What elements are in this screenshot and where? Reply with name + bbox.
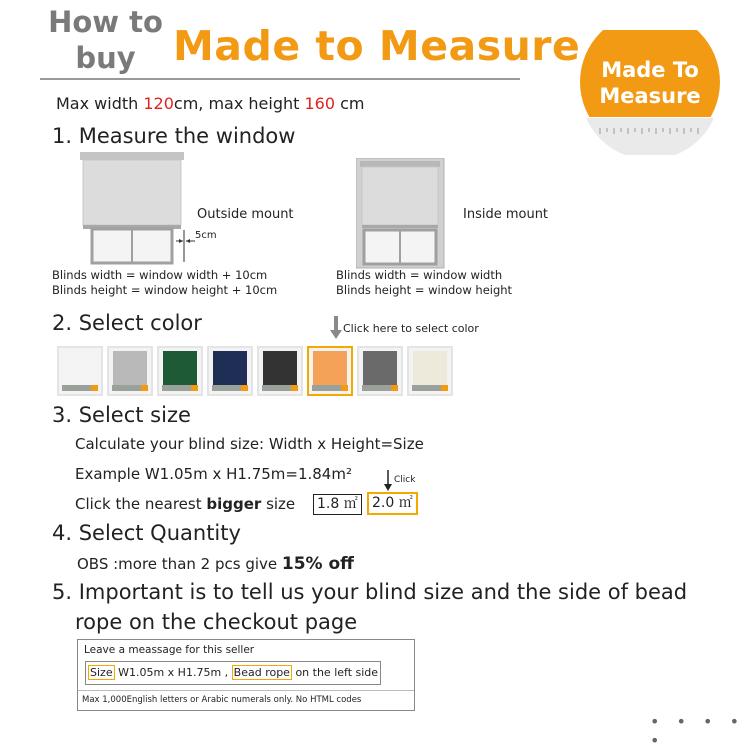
click-bold: bigger (206, 495, 262, 513)
quantity-discount (77, 554, 354, 574)
click-arrow-icon (383, 470, 393, 492)
inside-mount-formula (336, 268, 512, 298)
swatch-corner-tag (391, 385, 398, 391)
outside-mount-label: Outside mount (197, 207, 294, 222)
step-5-line-2: rope on the checkout page (75, 610, 358, 634)
size-calculation: Calculate your blind size: Width x Height=Size (75, 435, 424, 453)
limits-suffix: cm (335, 94, 365, 113)
more-dots: • • • • • (650, 712, 746, 750)
page-title: Made to Measure (173, 22, 581, 70)
badge-line-2: Measure (599, 84, 701, 108)
swatch-blind-preview (213, 351, 247, 385)
discount-value: 15% off (281, 554, 354, 574)
click-suffix: size (261, 495, 296, 513)
rope-value: on the left side (291, 666, 379, 679)
swatch-blind-preview (113, 351, 147, 385)
outside-height-formula: Blinds height = window height + 10cm (52, 283, 278, 297)
message-footer: Max 1,000English letters or Arabic numerals only. No HTML codes (82, 695, 362, 705)
swatch-corner-tag (141, 385, 148, 391)
outside-mount-illustration (80, 152, 200, 267)
select-color-hint: Click here to select color (343, 322, 479, 335)
inside-mount-label: Inside mount (463, 207, 549, 222)
size-option-2-0-label: 2.0 ㎡ (367, 492, 418, 515)
color-swatch-list (57, 346, 467, 402)
inside-width-formula: Blinds width = window width (336, 268, 503, 282)
limits-mid: cm, max height (173, 94, 305, 113)
obs-prefix: OBS :more than 2 pcs give (77, 555, 282, 573)
title-underline (40, 78, 520, 80)
how-to-buy-heading (48, 4, 163, 76)
swatch-corner-tag (441, 385, 448, 391)
swatch-corner-tag (191, 385, 198, 391)
size-option-1-8-label: 1.8 ㎡ (313, 494, 362, 515)
outside-mount-formula (52, 268, 277, 298)
color-swatch-2[interactable] (107, 346, 153, 396)
how-line-2: buy (75, 41, 136, 75)
max-width-value: 120 (143, 94, 174, 113)
color-swatch-3[interactable] (157, 346, 203, 396)
max-height-value: 160 (304, 94, 336, 113)
size-limits (56, 94, 365, 113)
color-swatch-4[interactable] (207, 346, 253, 396)
swatch-blind-preview (413, 351, 447, 385)
size-value: W1.05m x H1.75m , (114, 666, 232, 679)
swatch-blind-preview (63, 351, 97, 385)
message-label: Leave a meassage for this seller (84, 644, 255, 656)
seller-message-box (77, 639, 415, 711)
step-4-heading: 4. Select Quantity (52, 521, 241, 545)
color-swatch-8[interactable] (407, 346, 453, 396)
color-swatch-7[interactable] (357, 346, 403, 396)
inside-mount-illustration (356, 158, 446, 270)
message-input[interactable] (85, 661, 381, 685)
size-option-2-0[interactable] (367, 492, 418, 515)
outside-width-formula: Blinds width = window width + 10cm (52, 268, 268, 282)
bead-rope-tag: Bead rope (233, 666, 290, 679)
swatch-blind-preview (263, 351, 297, 385)
how-line-1: How to (48, 5, 163, 39)
size-example: Example W1.05m x H1.75m=1.84m² (75, 465, 352, 483)
size-option-1-8[interactable] (313, 493, 362, 515)
color-swatch-5[interactable] (257, 346, 303, 396)
limits-prefix: Max width (56, 94, 144, 113)
made-to-measure-badge (580, 30, 720, 155)
swatch-corner-tag (291, 385, 298, 391)
offset-label: 5cm (195, 230, 217, 241)
swatch-blind-preview (163, 351, 197, 385)
color-swatch-6[interactable] (307, 346, 353, 396)
arrow-down-icon (330, 316, 342, 340)
click-hint: Click (394, 475, 416, 485)
swatch-blind-preview (363, 351, 397, 385)
step-5-line-1: 5. Important is to tell us your blind size and the side of bead (52, 580, 688, 604)
step-3-heading: 3. Select size (52, 403, 191, 427)
badge-line-1: Made To (601, 58, 699, 82)
color-swatch-1[interactable] (57, 346, 103, 396)
step-1-heading: 1. Measure the window (52, 124, 296, 148)
size-tag: Size (90, 666, 113, 679)
message-divider (78, 690, 414, 691)
step-2-heading: 2. Select color (52, 311, 202, 335)
swatch-corner-tag (341, 385, 348, 391)
swatch-blind-preview (313, 351, 347, 385)
inside-height-formula: Blinds height = window height (336, 283, 513, 297)
click-prefix: Click the nearest (75, 495, 207, 513)
swatch-corner-tag (241, 385, 248, 391)
swatch-corner-tag (91, 385, 98, 391)
nearest-size-instruction (75, 495, 295, 513)
